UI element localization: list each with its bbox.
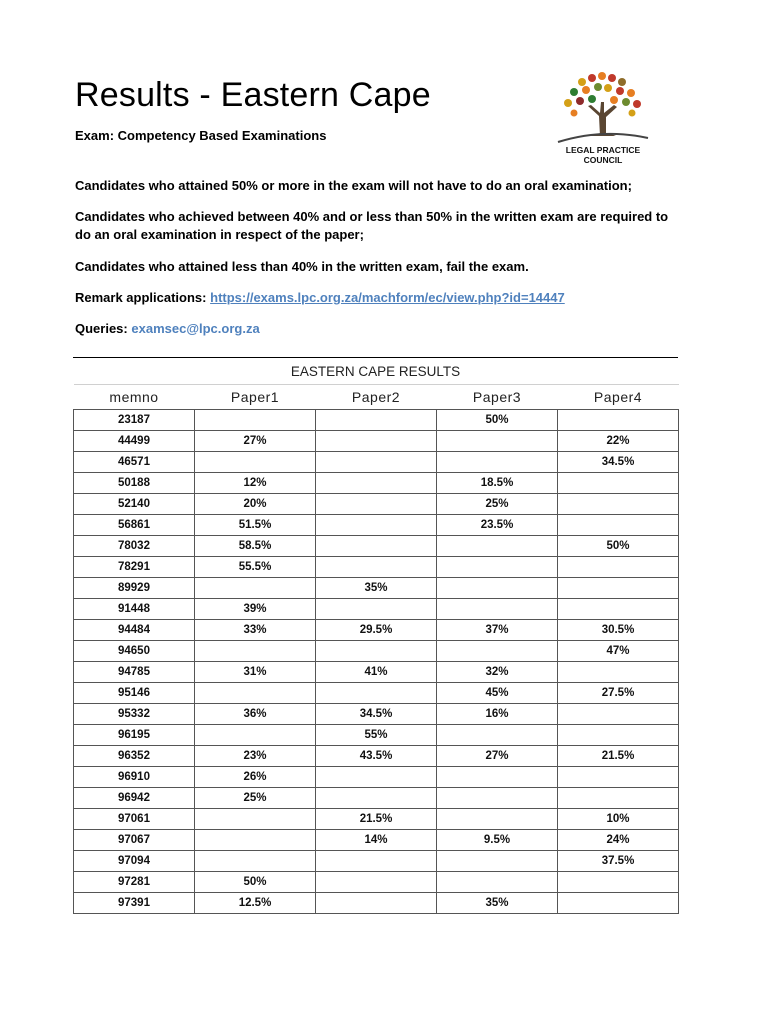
table-header-row [74, 385, 679, 410]
table-row [74, 599, 679, 620]
paper1-cell: 39% [195, 599, 316, 620]
memno-cell: 96195 [74, 725, 195, 746]
logo-text-line1: LEGAL PRACTICE [565, 145, 641, 155]
paper4-cell: 10% [558, 809, 679, 830]
table-row [74, 452, 679, 473]
table-caption: EASTERN CAPE RESULTS [290, 364, 461, 379]
table-row [74, 620, 679, 641]
exam-label: Exam: [75, 128, 115, 143]
paper2-cell [316, 788, 437, 809]
memno-cell: 56861 [74, 515, 195, 536]
paper1-cell: 36% [195, 704, 316, 725]
table-row [74, 809, 679, 830]
queries-line [75, 320, 675, 338]
paper2-cell: 14% [316, 830, 437, 851]
paper2-cell [316, 410, 437, 431]
paper1-cell: 25% [195, 788, 316, 809]
table-row [74, 767, 679, 788]
paper3-cell: 45% [437, 683, 558, 704]
paper2-cell [316, 641, 437, 662]
memno-cell: 97094 [74, 851, 195, 872]
paper4-cell [558, 767, 679, 788]
paper2-cell: 34.5% [316, 704, 437, 725]
remark-label: Remark applications: [75, 290, 207, 305]
paper4-cell: 21.5% [558, 746, 679, 767]
tree-trunk [588, 102, 617, 136]
paper3-cell [437, 872, 558, 893]
table-row [74, 473, 679, 494]
paper3-cell [437, 641, 558, 662]
paper1-cell: 12.5% [195, 893, 316, 914]
paper3-cell: 32% [437, 662, 558, 683]
paper1-cell: 12% [195, 473, 316, 494]
memno-cell: 44499 [74, 431, 195, 452]
paper3-cell [437, 452, 558, 473]
paper3-cell [437, 788, 558, 809]
paper2-cell [316, 452, 437, 473]
paper2-cell [316, 431, 437, 452]
paper3-cell [437, 578, 558, 599]
paper3-cell: 16% [437, 704, 558, 725]
paper2-cell [316, 872, 437, 893]
memno-cell: 78032 [74, 536, 195, 557]
column-header-memno: memno [74, 385, 195, 410]
table-row [74, 872, 679, 893]
logo-text-line2: COUNCIL [583, 155, 623, 165]
queries-email[interactable]: examsec@lpc.org.za [131, 321, 260, 336]
paper3-cell: 23.5% [437, 515, 558, 536]
paper2-cell [316, 494, 437, 515]
paper3-cell [437, 557, 558, 578]
paper3-cell: 18.5% [437, 473, 558, 494]
paper4-cell: 30.5% [558, 620, 679, 641]
paper2-cell: 29.5% [316, 620, 437, 641]
table-row [74, 704, 679, 725]
paper1-cell: 33% [195, 620, 316, 641]
paper3-cell [437, 767, 558, 788]
note-fail: Candidates who attained less than 40% in the written exam, fail the exam. [75, 259, 529, 274]
paper3-cell [437, 431, 558, 452]
paper1-cell: 50% [195, 872, 316, 893]
memno-cell: 96942 [74, 788, 195, 809]
table-row [74, 830, 679, 851]
paper2-cell: 41% [316, 662, 437, 683]
memno-cell: 23187 [74, 410, 195, 431]
page-title: Results - Eastern Cape [75, 76, 431, 114]
paper3-cell: 27% [437, 746, 558, 767]
memno-cell: 46571 [74, 452, 195, 473]
paper4-cell [558, 893, 679, 914]
paper4-cell [558, 515, 679, 536]
queries-label: Queries: [75, 321, 128, 336]
remark-link[interactable]: https://exams.lpc.org.za/machform/ec/view.php?id=14447 [210, 290, 565, 305]
memno-cell: 97067 [74, 830, 195, 851]
paper4-cell [558, 473, 679, 494]
memno-cell: 50188 [74, 473, 195, 494]
paper4-cell: 50% [558, 536, 679, 557]
column-header-paper3: Paper3 [437, 385, 558, 410]
table-row [74, 851, 679, 872]
table-row [74, 893, 679, 914]
remark-line [75, 289, 675, 307]
table-row [74, 746, 679, 767]
memno-cell: 78291 [74, 557, 195, 578]
table-row [74, 536, 679, 557]
paper1-cell [195, 641, 316, 662]
paper4-cell [558, 599, 679, 620]
memno-cell: 95332 [74, 704, 195, 725]
paper1-cell [195, 851, 316, 872]
paper4-cell: 34.5% [558, 452, 679, 473]
results-table [73, 384, 679, 914]
paper2-cell [316, 557, 437, 578]
paper1-cell [195, 452, 316, 473]
table-row [74, 431, 679, 452]
note-oral: Candidates who achieved between 40% and or less than 50% in the written exam are required to do an oral examination in respect of the paper; [75, 209, 669, 242]
table-row [74, 578, 679, 599]
column-header-paper1: Paper1 [195, 385, 316, 410]
paper1-cell [195, 830, 316, 851]
paper1-cell [195, 809, 316, 830]
memno-cell: 94650 [74, 641, 195, 662]
paper1-cell [195, 410, 316, 431]
column-header-paper2: Paper2 [316, 385, 437, 410]
paper4-cell [558, 662, 679, 683]
memno-cell: 94484 [74, 620, 195, 641]
paper2-cell: 43.5% [316, 746, 437, 767]
paper4-cell [558, 410, 679, 431]
legal-practice-council-logo [548, 72, 658, 172]
paper3-cell [437, 599, 558, 620]
paper1-cell [195, 683, 316, 704]
paper1-cell: 26% [195, 767, 316, 788]
paper3-cell [437, 851, 558, 872]
paper1-cell: 20% [195, 494, 316, 515]
paper3-cell: 37% [437, 620, 558, 641]
memno-cell: 89929 [74, 578, 195, 599]
memno-cell: 96352 [74, 746, 195, 767]
paper1-cell: 23% [195, 746, 316, 767]
paper3-cell [437, 725, 558, 746]
table-body [74, 410, 679, 914]
paper2-cell: 55% [316, 725, 437, 746]
paper3-cell: 25% [437, 494, 558, 515]
exam-value: Competency Based Examinations [117, 128, 327, 143]
paper4-cell: 27.5% [558, 683, 679, 704]
paper4-cell [558, 578, 679, 599]
paper3-cell: 35% [437, 893, 558, 914]
paper2-cell [316, 515, 437, 536]
memno-cell: 95146 [74, 683, 195, 704]
table-row [74, 557, 679, 578]
results-table-section [73, 357, 678, 914]
table-row [74, 641, 679, 662]
paper4-cell [558, 872, 679, 893]
paper4-cell: 24% [558, 830, 679, 851]
table-row [74, 788, 679, 809]
paper2-cell [316, 536, 437, 557]
paper4-cell: 47% [558, 641, 679, 662]
note-pass: Candidates who attained 50% or more in the exam will not have to do an oral examination; [75, 178, 632, 193]
paper1-cell [195, 578, 316, 599]
memno-cell: 97281 [74, 872, 195, 893]
table-row [74, 515, 679, 536]
table-row [74, 410, 679, 431]
paper2-cell [316, 599, 437, 620]
paper4-cell [558, 557, 679, 578]
paper4-cell [558, 725, 679, 746]
paper2-cell [316, 473, 437, 494]
paper4-cell [558, 494, 679, 515]
table-row [74, 683, 679, 704]
memno-cell: 97391 [74, 893, 195, 914]
table-row [74, 662, 679, 683]
paper2-cell [316, 683, 437, 704]
table-row [74, 725, 679, 746]
paper2-cell [316, 893, 437, 914]
memno-cell: 94785 [74, 662, 195, 683]
memno-cell: 97061 [74, 809, 195, 830]
column-header-paper4: Paper4 [558, 385, 679, 410]
paper3-cell: 9.5% [437, 830, 558, 851]
paper1-cell: 55.5% [195, 557, 316, 578]
paper4-cell [558, 788, 679, 809]
paper4-cell: 22% [558, 431, 679, 452]
paper2-cell: 21.5% [316, 809, 437, 830]
paper4-cell: 37.5% [558, 851, 679, 872]
memno-cell: 52140 [74, 494, 195, 515]
paper2-cell: 35% [316, 578, 437, 599]
table-row [74, 494, 679, 515]
paper2-cell [316, 851, 437, 872]
paper1-cell: 58.5% [195, 536, 316, 557]
paper3-cell: 50% [437, 410, 558, 431]
paper1-cell: 27% [195, 431, 316, 452]
paper3-cell [437, 809, 558, 830]
paper3-cell [437, 536, 558, 557]
paper1-cell: 51.5% [195, 515, 316, 536]
paper2-cell [316, 767, 437, 788]
exam-line [75, 128, 326, 143]
paper4-cell [558, 704, 679, 725]
paper1-cell: 31% [195, 662, 316, 683]
memno-cell: 91448 [74, 599, 195, 620]
memno-cell: 96910 [74, 767, 195, 788]
paper1-cell [195, 725, 316, 746]
